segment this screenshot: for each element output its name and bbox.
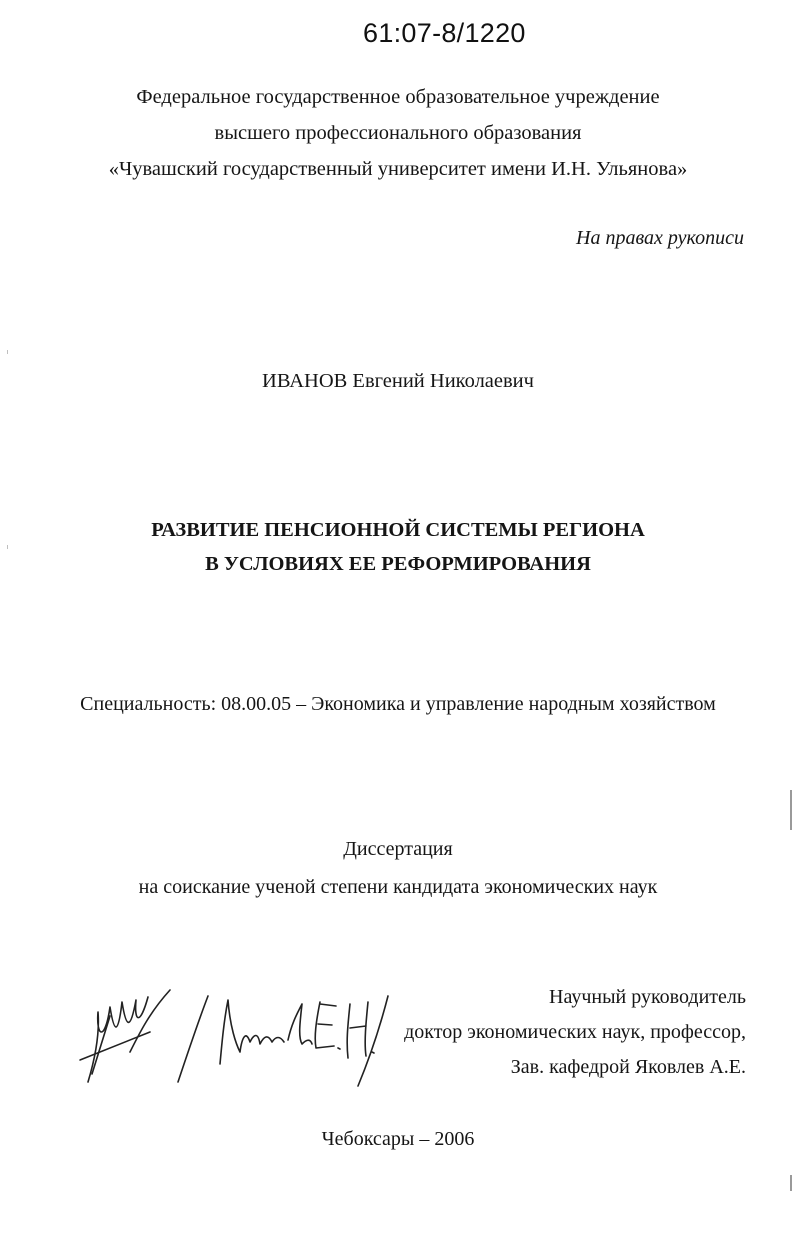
advisor-degree: доктор экономических наук, профессор, bbox=[404, 1021, 746, 1043]
title-line-2: В УСЛОВИЯХ ЕЕ РЕФОРМИРОВАНИЯ bbox=[205, 553, 591, 575]
handwritten-signature bbox=[70, 982, 400, 1092]
advisor-position: Зав. кафедрой Яковлев А.Е. bbox=[510, 1056, 746, 1078]
institution-line-2: высшего профессионального образования bbox=[214, 122, 582, 144]
scan-margin-mark bbox=[7, 350, 8, 354]
dissertation-degree: на соискание ученой степени кандидата экономических наук bbox=[138, 876, 658, 898]
archive-stamp-number: 61:07-8/1220 bbox=[363, 18, 526, 48]
scan-edge-mark bbox=[790, 790, 792, 830]
institution-line-1: Федеральное государственное образовательное учреждение bbox=[136, 86, 660, 108]
specialty-line: Специальность: 08.00.05 – Экономика и управление народным хозяйством bbox=[80, 693, 716, 715]
dissertation-type: Диссертация bbox=[343, 838, 453, 860]
scan-edge-mark bbox=[790, 1175, 792, 1191]
manuscript-rights-note: На правах рукописи bbox=[576, 227, 744, 249]
author-name: ИВАНОВ Евгений Николаевич bbox=[262, 370, 534, 392]
scan-margin-mark bbox=[7, 545, 8, 549]
title-line-1: РАЗВИТИЕ ПЕНСИОННОЙ СИСТЕМЫ РЕГИОНА bbox=[151, 519, 645, 541]
advisor-role: Научный руководитель bbox=[549, 986, 746, 1008]
institution-line-3: «Чувашский государственный университет имени И.Н. Ульянова» bbox=[108, 158, 688, 180]
city-and-year: Чебоксары – 2006 bbox=[321, 1128, 475, 1150]
